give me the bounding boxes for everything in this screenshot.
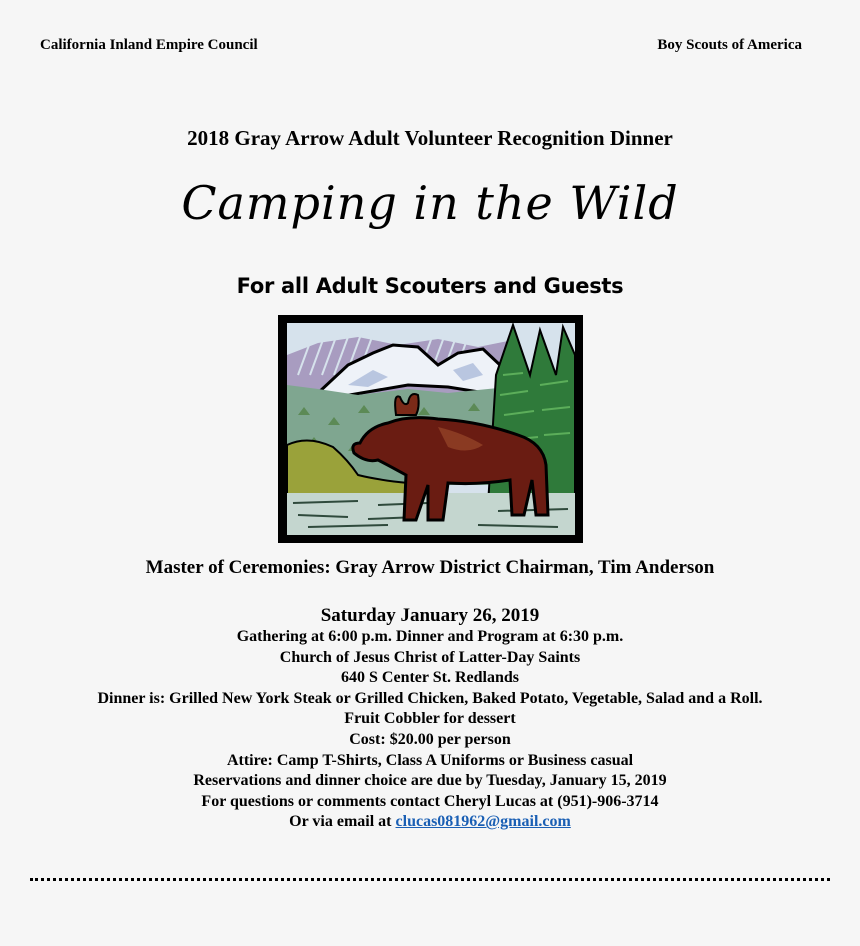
event-title: 2018 Gray Arrow Adult Volunteer Recognition Dinner (187, 126, 673, 150)
theme-title: Camping in the Wild (181, 176, 679, 230)
email-line (0, 812, 860, 833)
event-date: Saturday January 26, 2019 (320, 605, 540, 626)
rsvp-deadline: Reservations and dinner choice are due by Tuesday, January 15, 2019 (193, 772, 667, 790)
event-address: 640 S Center St. Redlands (341, 669, 519, 687)
organization-name: Boy Scouts of America (657, 37, 802, 53)
audience-subtitle: For all Adult Scouters and Guests (236, 274, 624, 298)
dotted-cut-line (30, 878, 830, 881)
event-venue: Church of Jesus Christ of Latter-Day Saints (279, 648, 581, 666)
cost-info: Cost: $20.00 per person (349, 730, 511, 748)
event-details (0, 604, 860, 833)
moose-illustration (278, 315, 583, 543)
email-link[interactable]: clucas081962@gmail.com (395, 813, 571, 831)
event-times: Gathering at 6:00 p.m. Dinner and Program at 6:30 p.m. (236, 628, 624, 645)
email-prefix: Or via email at (289, 813, 396, 831)
attire-info: Attire: Camp T-Shirts, Class A Uniforms or Business casual (226, 751, 634, 769)
dessert-info: Fruit Cobbler for dessert (344, 710, 516, 728)
dinner-menu: Dinner is: Grilled New York Steak or Grilled Chicken, Baked Potato, Vegetable, Salad and a Roll. (97, 689, 763, 707)
moose-scene-icon (278, 315, 583, 543)
contact-info: For questions or comments contact Cheryl Lucas at (951)-906-3714 (201, 792, 659, 810)
council-name: California Inland Empire Council (40, 37, 258, 53)
master-of-ceremonies: Master of Ceremonies: Gray Arrow District Chairman, Tim Anderson (145, 557, 715, 578)
